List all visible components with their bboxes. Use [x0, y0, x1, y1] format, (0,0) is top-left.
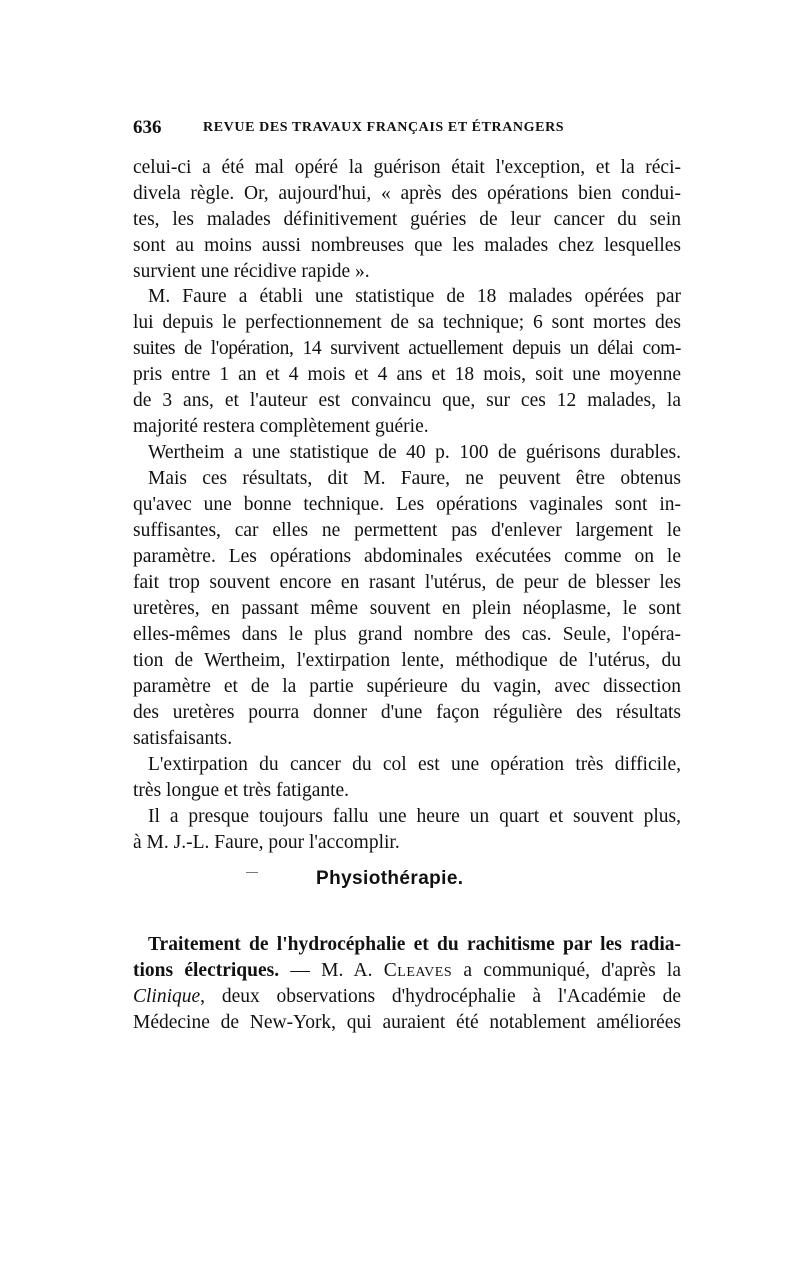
text-line: fait trop souvent encore en rasant l'utérus, de peur de blesser les [133, 572, 681, 593]
text-line: tes, les malades définitivement guéries de leur cancer du sein [133, 209, 681, 230]
text-line: des uretères pourra donner d'une façon régulière des résultats [133, 702, 681, 723]
text-line: satisfaisants. [133, 728, 233, 749]
running-title: REVUE DES TRAVAUX FRANÇAIS ET ÉTRANGERS [203, 120, 565, 135]
article-line [133, 958, 681, 984]
text-line: Il a presque toujours fallu une heure un quart et souvent plus, [148, 806, 681, 827]
text-line: Mais ces résultats, dit M. Faure, ne peuvent être obtenus [148, 468, 681, 489]
separator: — M. A. [279, 960, 384, 981]
text-line: elles-mêmes dans le plus grand nombre des cas. Seule, l'opéra- [133, 624, 681, 645]
text-line: tion de Wertheim, l'extirpation lente, méthodique de l'utérus, du [133, 650, 681, 671]
text-line: suffisantes, car elles ne permettent pas d'enlever largement le [133, 520, 681, 541]
journal-name: Clinique [133, 986, 201, 1007]
text-line: à M. J.-L. Faure, pour l'accomplir. [133, 832, 400, 853]
text-line: qu'avec une bonne technique. Les opérations vaginales sont in- [133, 494, 681, 515]
page-number: 636 [133, 117, 162, 138]
text-line: uretères, en passant même souvent en plein néoplasme, le sont [133, 598, 681, 619]
text-line: très longue et très fatigante. [133, 780, 350, 801]
text-line: majorité restera complètement guérie. [133, 416, 429, 437]
text-line: M. Faure a établi une statistique de 18 malades opérées par [148, 286, 681, 307]
text-line: paramètre. Les opérations abdominales exécutées comme on le [133, 546, 681, 567]
page-header [133, 117, 681, 141]
text-line: de 3 ans, et l'auteur est convaincu que, sur ces 12 malades, la [133, 390, 681, 411]
article-title-end: tions électriques. [133, 960, 280, 981]
article-text: a communiqué, d'après la [452, 960, 681, 981]
article-line: Médecine de New-York, qui auraient été notablement améliorées [133, 1012, 681, 1033]
ink-mark [246, 872, 258, 873]
article-text: , deux observations d'hydrocéphalie à l'Académie de [200, 986, 681, 1007]
text-line: survient une récidive rapide ». [133, 261, 370, 282]
text-line: Wertheim a une statistique de 40 p. 100 de guérisons durables. [148, 442, 681, 463]
text-line: celui-ci a été mal opéré la guérison était l'exception, et la réci- [133, 157, 681, 178]
article-line [133, 984, 681, 1010]
article-title: Traitement de l'hydrocéphalie et du rachitisme par les radia- [148, 934, 681, 955]
text-line: divela règle. Or, aujourd'hui, « après des opérations bien condui- [133, 183, 681, 204]
text-line: sont au moins aussi nombreuses que les malades chez lesquelles [133, 235, 681, 256]
section-heading: Physiothérapie. [316, 868, 464, 889]
author-name: Cleaves [383, 960, 453, 981]
text-line: L'extirpation du cancer du col est une opération très difficile, [148, 754, 681, 775]
text-line: suites de l'opération, 14 survivent actuellement depuis un délai com- [133, 338, 681, 359]
text-line: pris entre 1 an et 4 mois et 4 ans et 18 mois, soit une moyenne [133, 364, 681, 385]
text-line: lui depuis le perfectionnement de sa technique; 6 sont mortes des [133, 312, 681, 333]
article-title-line [148, 932, 681, 958]
text-line: paramètre et de la partie supérieure du vagin, avec dissection [133, 676, 681, 697]
